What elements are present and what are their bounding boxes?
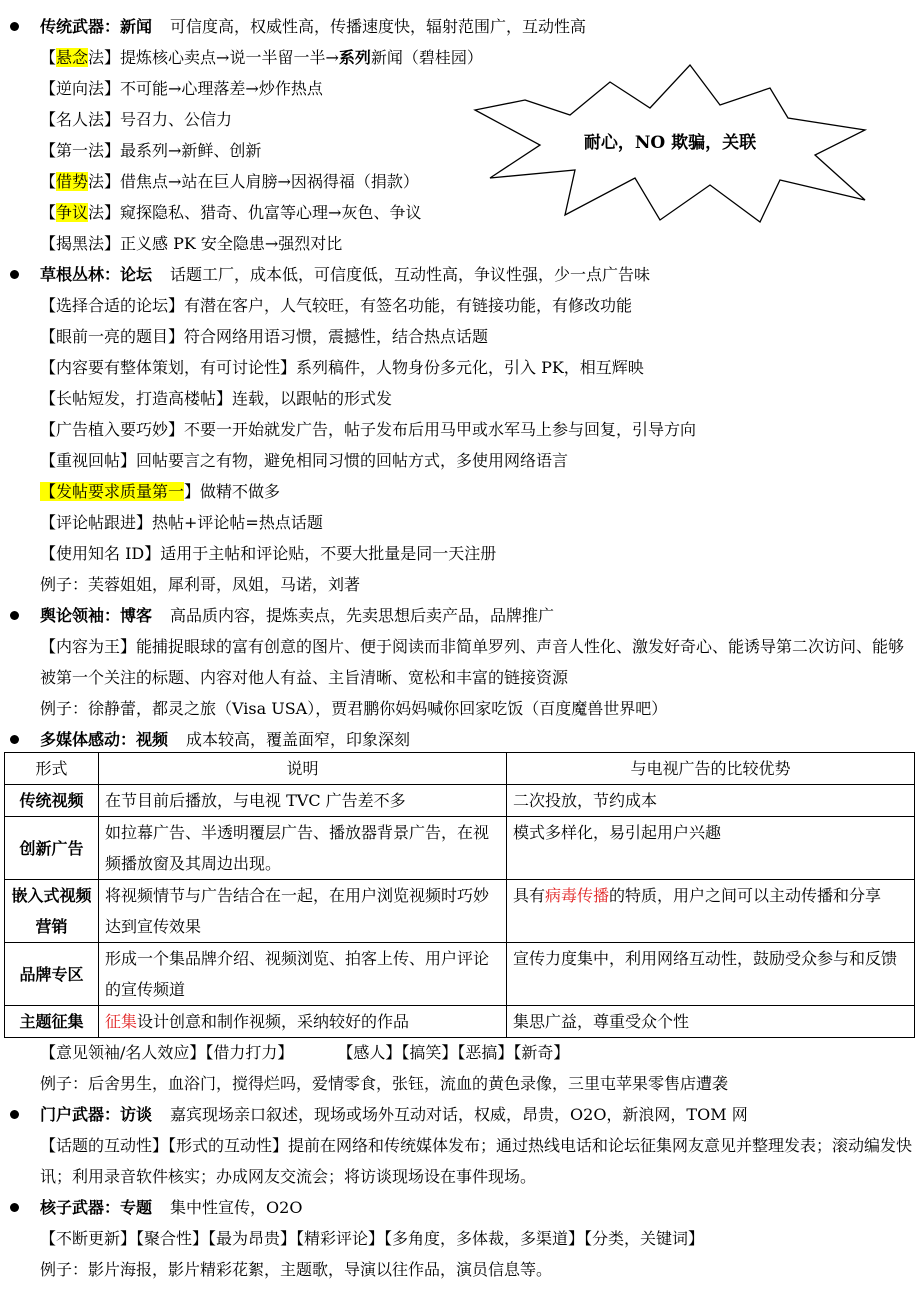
section-interview-heading: [40, 1099, 912, 1130]
header-advantage: 与电视广告的比较优势: [507, 753, 915, 785]
bracket-open: 【: [40, 203, 57, 222]
method-text: 法】窥探隐私、猎奇、仇富等心理→灰色、争议: [88, 203, 422, 222]
cell-description: 如拉幕广告、半透明覆层广告、播放器背景广告，在视频播放窗及其周边出现。: [99, 817, 507, 880]
section-video-heading: [40, 724, 912, 755]
section-desc: 集中性宣传，O2O: [170, 1198, 303, 1217]
tips-left: 【意见领袖/名人效应】【借力打力】: [40, 1043, 294, 1062]
section-desc: 嘉宾现场亲口叙述，现场或场外互动对话，权威，昂贵，O2O，新浪网，TOM 网: [170, 1105, 748, 1124]
cell-form: 品牌专区: [5, 943, 99, 1006]
bracket-open: 【: [40, 172, 57, 191]
section-desc: 高品质内容，提炼卖点，先卖思想后卖产品，品牌推广: [170, 606, 555, 625]
highlight-quality: 【发帖要求质量第一: [40, 482, 185, 501]
news-method-first: 【第一法】最系列→新鲜、创新: [40, 141, 262, 160]
cell-advantage: 模式多样化，易引起用户兴趣: [507, 817, 915, 880]
advantage-text-tail: 的特质，用户之间可以主动传播和分享: [609, 886, 882, 905]
tips-right: 【感人】【搞笑】【恶搞】【新奇】: [337, 1043, 570, 1062]
forum-tip-comment: 【评论帖跟进】热帖+评论帖=热点话题: [40, 513, 323, 532]
section-topic-heading: [40, 1192, 912, 1223]
cell-form: 创新广告: [5, 817, 99, 880]
forum-tip-ad-placement: 【广告植入要巧妙】不要一开始就发广告，帖子发布后用马甲或水军马上参与回复，引导方向: [40, 420, 697, 439]
cell-advantage: 集思广益，尊重受众个性: [507, 1006, 915, 1038]
section-blog-heading: [40, 600, 912, 631]
red-collect: 征集: [105, 1012, 138, 1031]
bracket-open: 【: [40, 48, 57, 67]
header-form: 形式: [5, 753, 99, 785]
highlight-controversy: 争议: [56, 203, 89, 222]
method-text: 法】提炼核心卖点→说一半留一半→: [88, 48, 339, 67]
bold-series: 系列: [338, 48, 371, 67]
method-text: 法】借焦点→站在巨人肩膀→因祸得福（捐款）: [88, 172, 419, 191]
forum-tip-choose: 【选择合适的论坛】有潜在客户，人气较旺，有签名功能，有链接功能，有修改功能: [40, 296, 633, 315]
section-forum-heading: [40, 259, 912, 290]
header-description: 说明: [99, 753, 507, 785]
section-title: 门户武器：访谈: [40, 1105, 153, 1124]
topic-examples: 例子：影片海报，影片精彩花絮，主题歌，导演以往作品，演员信息等。: [40, 1260, 553, 1279]
tip-text: 】做精不做多: [184, 482, 281, 501]
blog-examples: 例子：徐静蕾，都灵之旅（Visa USA），贾君鹏你妈妈喊你回家吃饭（百度魔兽世界吧）: [40, 699, 668, 718]
red-viral: 病毒传播: [545, 886, 610, 905]
cell-description: 将视频情节与广告结合在一起，在用户浏览视频时巧妙达到宣传效果: [99, 880, 507, 943]
table-row: [5, 1006, 915, 1038]
section-title: 舆论领袖：博客: [40, 606, 153, 625]
video-examples: 例子：后舍男生，血浴门，搅得烂吗，爱情零食，张钰，流血的黄色录像，三里屯苹果零售店遭袭: [40, 1074, 729, 1093]
interview-detail: 【话题的互动性】【形式的互动性】提前在网络和传统媒体发布；通过热线电话和论坛征集网友意见并整理发表；滚动编发快讯；利用录音软件核实；办成网友交流会；将访谈现场设在事件现场。: [40, 1136, 913, 1186]
news-method-reverse: 【逆向法】不可能→心理落差→炒作热点: [40, 79, 323, 98]
news-method-expose: 【揭黑法】正义感 PK 安全隐患→强烈对比: [40, 234, 343, 253]
table-row: [5, 785, 915, 817]
table-header-row: [5, 753, 915, 785]
cell-description: [99, 1006, 507, 1038]
section-desc: 可信度高，权威性高，传播速度快，辐射范围广，互动性高: [170, 17, 587, 36]
starburst-text: 耐心，NO 欺骗，关联: [583, 133, 757, 153]
video-comparison-table: [4, 752, 915, 1038]
forum-tip-long-post: 【长帖短发，打造高楼帖】连载，以跟帖的形式发: [40, 389, 393, 408]
forum-tip-title: 【眼前一亮的题目】符合网络用语习惯，震撼性，结合热点话题: [40, 327, 489, 346]
cell-description: 在节目前后播放，与电视 TVC 广告差不多: [99, 785, 507, 817]
forum-tip-quality: [40, 476, 912, 507]
method-text-tail: 新闻（碧桂园）: [370, 48, 483, 67]
video-tips: [40, 1037, 912, 1068]
description-text: 设计创意和制作视频，采纳较好的作品: [137, 1012, 410, 1031]
news-method-celebrity: 【名人法】号召力、公信力: [40, 110, 233, 129]
cell-description: 形成一个集品牌介绍、视频浏览、拍客上传、用户评论的宣传频道: [99, 943, 507, 1006]
advantage-text: 具有: [513, 886, 546, 905]
section-news-heading: [40, 11, 912, 42]
highlight-suspense: 悬念: [56, 48, 89, 67]
section-title: 传统武器：新闻: [40, 17, 153, 36]
forum-tip-replies: 【重视回帖】回帖要言之有物，避免相同习惯的回帖方式，多使用网络语言: [40, 451, 569, 470]
topic-features: 【不断更新】【聚合性】【最为昂贵】【精彩评论】【多角度，多体裁，多渠道】【分类，关键词】: [40, 1229, 705, 1248]
section-title: 核子武器：专题: [40, 1198, 153, 1217]
section-title: 多媒体感动：视频: [40, 730, 169, 749]
cell-form: 传统视频: [5, 785, 99, 817]
forum-tip-planning: 【内容要有整体策划，有可讨论性】系列稿件，人物身份多元化，引入 PK，相互辉映: [40, 358, 644, 377]
section-desc: 成本较高，覆盖面窄，印象深刻: [186, 730, 411, 749]
table-row: [5, 943, 915, 1006]
cell-form: 主题征集: [5, 1006, 99, 1038]
forum-examples: 例子：芙蓉姐姐，犀利哥，凤姐，马诺，刘著: [40, 575, 361, 594]
highlight-leverage: 借势: [56, 172, 89, 191]
forum-tip-known-id: 【使用知名 ID】适用于主帖和评论贴，不要大批量是同一天注册: [40, 544, 497, 563]
table-row: [5, 817, 915, 880]
cell-form: 嵌入式视频营销: [5, 880, 99, 943]
section-desc: 话题工厂，成本低，可信度低，互动性高，争议性强，少一点广告味: [170, 265, 651, 284]
cell-advantage: [507, 880, 915, 943]
section-title: 草根丛林：论坛: [40, 265, 153, 284]
table-row: [5, 880, 915, 943]
cell-advantage: 二次投放，节约成本: [507, 785, 915, 817]
blog-content-king: 【内容为王】能捕捉眼球的富有创意的图片、便于阅读而非简单罗列、声音人性化、激发好奇心、能诱导第二次访问、能够被第一个关注的标题、内容对他人有益、主旨清晰、宽松和丰富的链接资源: [40, 637, 905, 687]
cell-advantage: 宣传力度集中，利用网络互动性，鼓励受众参与和反馈: [507, 943, 915, 1006]
